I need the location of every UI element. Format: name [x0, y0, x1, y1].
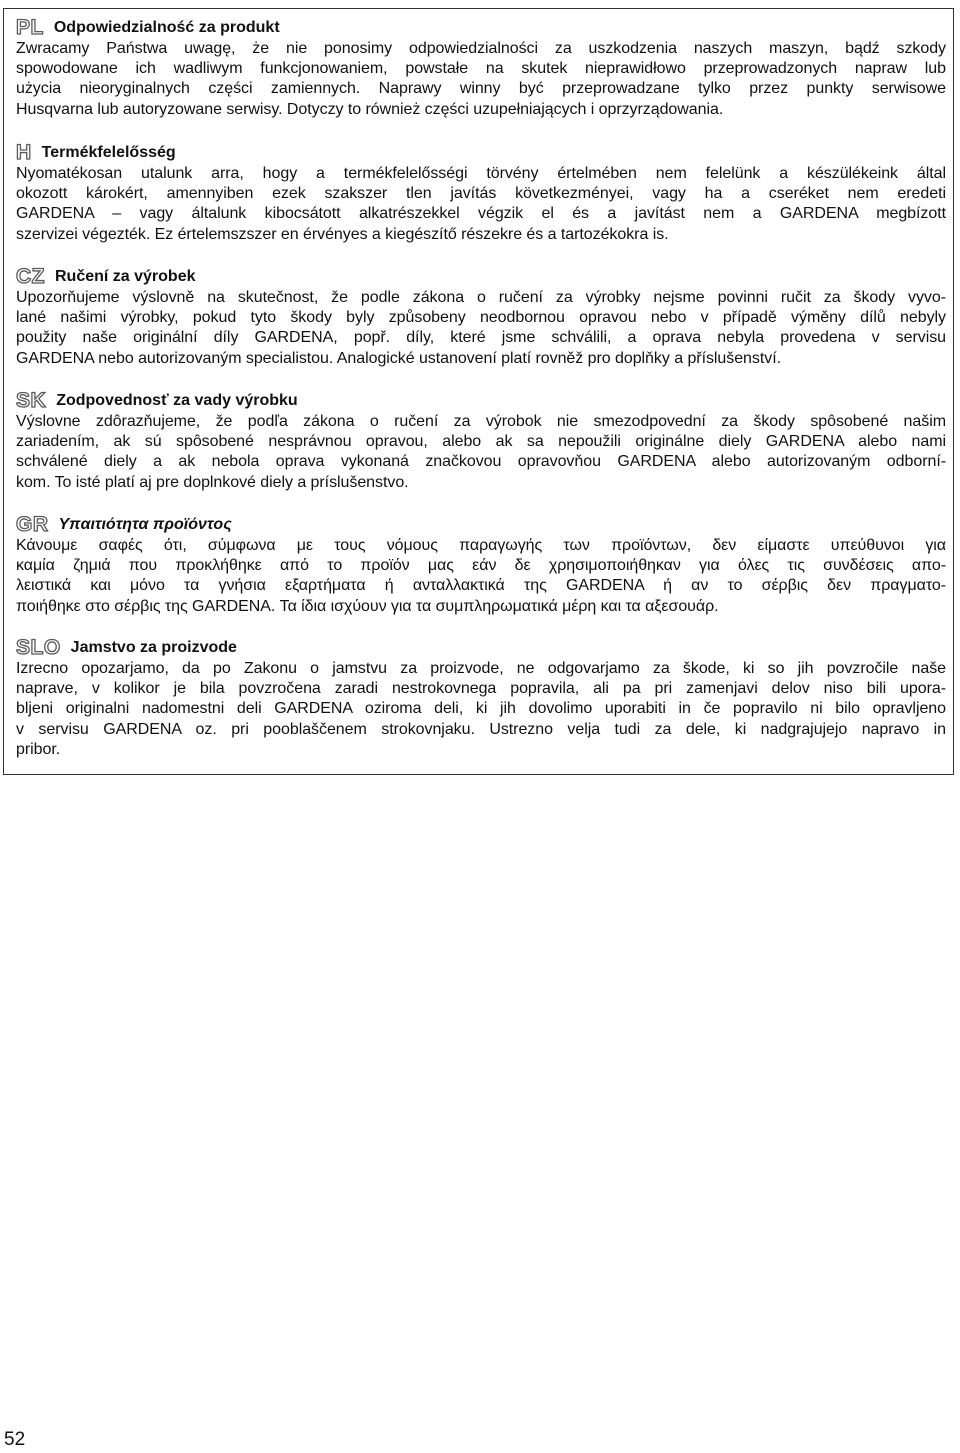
body-line: ποιήθηκε στο σέρβις της GARDENA. Τα ίδια ισχύουν για τα συμπληρωματικά μέρη και τα αξεσουάρ.	[16, 597, 719, 615]
section-header	[16, 637, 946, 659]
section-title: Υπαιτιότητα προϊόντος	[58, 516, 232, 533]
section-body	[16, 39, 946, 120]
section-slo	[16, 637, 946, 760]
page-number: 52	[4, 1429, 26, 1450]
body-line: GARDENA – vagy általunk kibocsátott alkatrészekkel végzik el és a javítást nem a GARDENA megbízott	[16, 205, 946, 223]
body-line: Výslovne zdôrazňujeme, že podľa zákona o ručení za výrobok nie smezodpovední za škody spôsobené našim	[16, 413, 946, 430]
body-line: λειστικά και μόνο τα γνήσια εξαρτήματα ή ανταλλακτικά της GARDENA ή αν το σέρβις δεν πραγματο-	[16, 577, 946, 595]
body-line: Husqvarna lub autoryzowane serwisy. Dotyczy to również części uzupełniających i oprzyrządowania.	[16, 100, 724, 118]
section-cz	[16, 266, 946, 369]
language-code: H	[16, 141, 32, 164]
section-title: Jamstvo za proizvode	[70, 639, 237, 656]
body-line: zariadením, ak sú spôsobené nesprávnou opravou, alebo ak sa nepoužili originálne diely GARDENA alebo nami	[16, 433, 946, 451]
section-header	[16, 390, 946, 412]
section-gr	[16, 514, 946, 617]
body-line: GARDENA nebo autorizovaným specialistou. Analogické ustanovení platí rovněž pro doplňky a příslušenství.	[16, 349, 781, 367]
section-body	[16, 288, 946, 369]
body-line: schválené diely a ak nebola oprava vykonaná značkovou opravovňou GARDENA alebo autorizovaným odborní-	[16, 453, 946, 471]
body-line: spowodowane ich wadliwym funkcjonowaniem, powstałe na skutek nieprawidłowo przeprowadzonych napraw lub	[16, 60, 946, 78]
section-sk	[16, 390, 946, 493]
section-pl	[16, 17, 946, 120]
body-line: kom. To isté platí aj pre doplnkové diely a príslušenstvo.	[16, 473, 409, 491]
language-code: SLO	[16, 636, 61, 659]
body-line: Nyomatékosan utalunk arra, hogy a termékfelelősségi törvény értelmében nem felelünk a készülékeink által	[16, 165, 946, 182]
language-code: GR	[16, 513, 49, 536]
body-line: okozott károkért, amennyiben ezek szakszer tlen javítás következményei, vagy ha a cseréket nem eredeti	[16, 185, 946, 203]
body-line: použity naše originální díly GARDENA, popř. díly, které jsme schválili, a oprava nebyla provedena v servisu	[16, 329, 946, 347]
body-line: użycia nieoryginalnych części zamiennych. Naprawy winny być przeprowadzane tylko przez punkty serwisowe	[16, 80, 946, 98]
body-line: Izrecno opozarjamo, da po Zakonu o jamstvu za proizvode, ne odgovarjamo za škode, ki so jih povzročile naše	[16, 660, 946, 677]
language-code: PL	[16, 16, 44, 39]
body-line: naprave, v kolikor je bila povzročena zaradi nestrokovnega popravila, ali pa pri zamenjavi delov niso bili upora-	[16, 680, 946, 698]
section-header	[16, 266, 946, 288]
section-title: Ručení za výrobek	[55, 268, 196, 285]
section-h	[16, 142, 946, 245]
section-header	[16, 514, 946, 536]
body-line: pribor.	[16, 740, 61, 758]
section-body	[16, 536, 946, 617]
section-body	[16, 412, 946, 493]
body-line: bljeni originalni nadomestni deli GARDENA oziroma deli, ki jih dovolimo uporabiti in če popravilo ni bilo opravljeno	[16, 700, 946, 718]
body-line: Upozorňujeme výslovně na skutečnost, že podle zákona o ručení za výrobky nejsme povinni ručit za škody vyvo-	[16, 289, 946, 306]
section-title: Odpowiedzialność za produkt	[53, 19, 280, 36]
body-line: καμία ζημιά που προκλήθηκε από το προϊόν μας εάν δε χρησιμοποιήθηκαν για όλες τις συνδέσεις απο-	[16, 557, 946, 575]
section-header	[16, 17, 946, 39]
language-code: CZ	[16, 265, 45, 288]
body-line: Zwracamy Państwa uwagę, że nie ponosimy odpowiedzialności za uszkodzenia naszych maszyn, bądź szkody	[16, 40, 946, 57]
body-line: szervizei végezték. Ez értelemszszer en érvényes a kiegészítő részekre és a tartozékokra is.	[16, 225, 669, 243]
language-code: SK	[16, 389, 47, 412]
section-title: Termékfelelősség	[41, 144, 176, 161]
section-title: Zodpovednosť za vady výrobku	[56, 392, 298, 409]
body-line: Κάνουμε σαφές ότι, σύμφωνα με τους νόμους παραγωγής των προϊόντων, δεν είμαστε υπεύθυνοι για	[16, 537, 946, 554]
section-body	[16, 659, 946, 760]
body-line: v servisu GARDENA oz. pri pooblaščenem strokovnjaku. Ustrezno velja tudi za dele, ki nadgrajujejo napravo in	[16, 720, 946, 738]
body-line: lané našimi výrobky, pokud tyto škody byly způsobeny neodbornou opravou nebo v případě výměny dílů nebyly	[16, 309, 946, 327]
section-header	[16, 142, 946, 164]
section-body	[16, 164, 946, 245]
